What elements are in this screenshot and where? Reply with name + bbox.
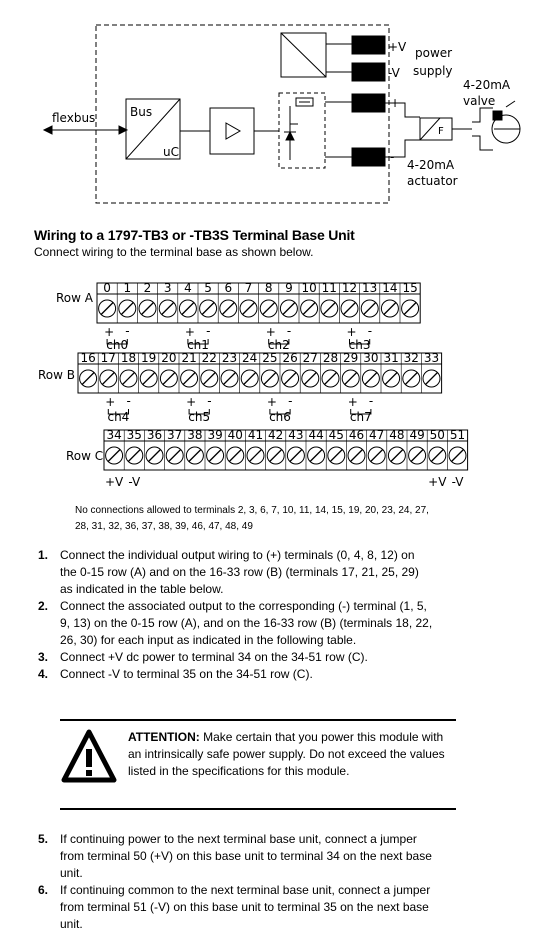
screw-slot bbox=[123, 373, 135, 385]
terminal-number: 41 bbox=[247, 428, 264, 442]
terminal-number: 18 bbox=[120, 351, 137, 365]
actuator-label-1: 4-20mA bbox=[407, 158, 455, 172]
terminal-number: 9 bbox=[285, 281, 293, 295]
power-terminal-label: +V bbox=[104, 475, 124, 489]
terminal-number: 46 bbox=[348, 428, 365, 442]
step-number: 4. bbox=[38, 667, 49, 681]
screw-slot bbox=[411, 450, 423, 462]
screw-slot bbox=[229, 450, 241, 462]
terminal-number: 12 bbox=[341, 281, 358, 295]
terminal-minus bbox=[352, 148, 385, 166]
screw-slot bbox=[121, 303, 133, 315]
terminal-number: 32 bbox=[403, 351, 419, 365]
row-label: Row A bbox=[56, 291, 93, 305]
plus-label: + bbox=[346, 325, 357, 339]
screw-slot bbox=[283, 303, 295, 315]
screw-slot bbox=[304, 373, 316, 385]
plus-label: + bbox=[186, 395, 197, 409]
terminal-number: 11 bbox=[321, 281, 337, 295]
screw-slot bbox=[270, 450, 282, 462]
terminal-plus-v bbox=[352, 36, 385, 54]
step-text: If continuing common to the next terminal base unit, connect a jumper from terminal 51 (-V) on this base unit to terminal 35 on the next base unit. bbox=[60, 883, 431, 931]
screw-slot bbox=[365, 373, 377, 385]
terminal-number: 39 bbox=[207, 428, 223, 442]
channel-label: ch5 bbox=[188, 410, 211, 424]
terminal-plus bbox=[352, 94, 385, 112]
step-number: 6. bbox=[38, 883, 49, 897]
terminal-base bbox=[38, 281, 468, 489]
actuator-label-2: actuator bbox=[407, 174, 458, 188]
plus-label: + bbox=[184, 325, 195, 339]
minus-label: - bbox=[390, 150, 395, 164]
screw-slot bbox=[371, 450, 383, 462]
terminal-number: 1 bbox=[123, 281, 132, 295]
step-4 bbox=[34, 666, 434, 683]
channel-label: ch0 bbox=[106, 338, 129, 352]
terminal-number: 15 bbox=[402, 281, 418, 295]
bus-label: Bus bbox=[130, 105, 153, 119]
step-text: Connect +V dc power to terminal 34 on the 34-51 row (C). bbox=[60, 650, 368, 664]
terminal-number: 38 bbox=[187, 428, 203, 442]
current-loop-block bbox=[279, 93, 325, 168]
screw-slot bbox=[203, 373, 215, 385]
screw-slot bbox=[149, 450, 161, 462]
screw-slot bbox=[101, 303, 113, 315]
channel-label: ch6 bbox=[269, 410, 291, 424]
plus-label: + bbox=[266, 395, 277, 409]
screw-slot bbox=[385, 373, 397, 385]
terminal-number: 14 bbox=[382, 281, 398, 295]
screw-slot bbox=[404, 303, 416, 315]
terminal-number: 45 bbox=[328, 428, 344, 442]
terminal-number: 7 bbox=[244, 281, 253, 295]
terminal-number: 44 bbox=[308, 428, 324, 442]
channel-label: ch7 bbox=[349, 410, 372, 424]
terminal-number: 40 bbox=[227, 428, 243, 442]
terminal-number: 8 bbox=[264, 281, 273, 295]
power-terminal-label: -V bbox=[128, 475, 141, 489]
minus-label: - bbox=[367, 324, 373, 338]
screw-slot bbox=[108, 450, 120, 462]
plus-label: + bbox=[347, 395, 358, 409]
screw-slot bbox=[128, 450, 140, 462]
terminal-number: 20 bbox=[161, 351, 177, 365]
step-3 bbox=[34, 649, 434, 666]
step-text: Connect the associated output to the corresponding (-) terminal (1, 5, 9, 13) on the 0-15 row (A), and on the 16-33 row (B) (terminals 18, 22, 26, 30) for each input as indicated in the following table. bbox=[60, 599, 433, 647]
flexbus-label: flexbus bbox=[52, 111, 96, 125]
terminal-number: 35 bbox=[126, 428, 142, 442]
plus-label: + bbox=[265, 325, 276, 339]
screw-slot bbox=[244, 373, 256, 385]
screw-slot bbox=[290, 450, 302, 462]
screw-slot bbox=[182, 303, 194, 315]
screw-slot bbox=[351, 450, 363, 462]
screw-slot bbox=[330, 450, 342, 462]
terminal-number: 6 bbox=[224, 281, 233, 295]
minus-label: - bbox=[207, 394, 212, 408]
screw-slot bbox=[209, 450, 221, 462]
step-2 bbox=[34, 598, 434, 649]
terminal-number: 10 bbox=[301, 281, 317, 295]
plus-label: + bbox=[390, 96, 401, 110]
step-1 bbox=[34, 547, 434, 598]
plus-v-label: +V bbox=[388, 40, 407, 54]
plus-label: + bbox=[104, 325, 115, 339]
channel-label: ch2 bbox=[267, 338, 290, 352]
channel-label: ch4 bbox=[107, 410, 130, 424]
screw-slot bbox=[303, 303, 315, 315]
step-text: Connect the individual output wiring to (+) terminals (0, 4, 8, 12) on the 0-15 row (A) and on the 16-33 row (B) (terminals 17, 21, 25, 29) as indicated in the table below. bbox=[60, 548, 419, 596]
terminal-number: 34 bbox=[106, 428, 122, 442]
terminal-number: 37 bbox=[167, 428, 183, 442]
wiring-steps-2 bbox=[34, 831, 434, 933]
screw-slot bbox=[364, 303, 376, 315]
power-label: power bbox=[415, 46, 453, 60]
terminal-number: 24 bbox=[242, 351, 258, 365]
screw-slot bbox=[345, 373, 357, 385]
screw-slot bbox=[344, 303, 356, 315]
power-terminal-label: -V bbox=[451, 475, 464, 489]
screw-slot bbox=[426, 373, 438, 385]
screw-slot bbox=[162, 303, 174, 315]
screw-slot bbox=[391, 450, 403, 462]
screw-slot bbox=[452, 450, 464, 462]
terminal-number: 28 bbox=[322, 351, 339, 365]
step-number: 1. bbox=[38, 548, 49, 562]
terminal-number: 22 bbox=[201, 351, 217, 365]
step-text: Connect -V to terminal 35 on the 34-51 row (C). bbox=[60, 667, 313, 681]
screw-slot bbox=[310, 450, 322, 462]
terminal-number: 4 bbox=[184, 281, 192, 295]
minus-label: - bbox=[286, 324, 292, 338]
terminal-number: 5 bbox=[204, 281, 212, 295]
step-number: 3. bbox=[38, 650, 49, 664]
screw-slot bbox=[222, 303, 234, 315]
row-label: Row C bbox=[66, 449, 104, 463]
screw-slot bbox=[250, 450, 262, 462]
minus-label: - bbox=[368, 394, 374, 408]
screw-slot bbox=[82, 373, 94, 385]
terminal-number: 19 bbox=[141, 351, 157, 365]
warning-triangle-icon bbox=[60, 728, 118, 786]
screw-slot bbox=[102, 373, 114, 385]
terminal-number: 43 bbox=[288, 428, 304, 442]
screw-slot bbox=[169, 450, 181, 462]
attention-rule-bottom bbox=[60, 808, 456, 810]
attention-body: Make certain that you power this module with an intrinsically safe power supply. Do not exceed the values listed in the specifications for this module. bbox=[128, 730, 445, 778]
terminal-number: 29 bbox=[343, 351, 359, 365]
channel-label: ch1 bbox=[187, 338, 209, 352]
terminal-number: 30 bbox=[363, 351, 379, 365]
terminal-number: 21 bbox=[181, 351, 197, 365]
terminal-number: 50 bbox=[429, 428, 445, 442]
screw-slot bbox=[431, 450, 443, 462]
terminal-number: 3 bbox=[163, 281, 172, 295]
intro-text: Connect wiring to the terminal base as shown below. bbox=[34, 245, 314, 259]
supply-label: supply bbox=[413, 64, 453, 78]
minus-v-label: -V bbox=[388, 66, 400, 80]
terminal-number: 23 bbox=[221, 351, 238, 365]
step-text: If continuing power to the next terminal base unit, connect a jumper from terminal 50 (+V) on this base unit to terminal 34 on the next base unit. bbox=[60, 832, 432, 880]
section-heading: Wiring to a 1797-TB3 or -TB3S Terminal Base Unit bbox=[34, 227, 355, 243]
terminal-number: 13 bbox=[362, 281, 378, 295]
terminal-number: 33 bbox=[423, 351, 440, 365]
minus-label: - bbox=[125, 324, 130, 338]
attention-text bbox=[128, 729, 448, 780]
screw-slot bbox=[142, 303, 154, 315]
terminal-number: 48 bbox=[389, 428, 405, 442]
screw-slot bbox=[263, 303, 275, 315]
channel-label: ch3 bbox=[348, 338, 371, 352]
amplifier-block bbox=[210, 108, 254, 154]
screw-slot bbox=[284, 373, 296, 385]
converter-f-label: F bbox=[438, 126, 444, 137]
terminal-number: 36 bbox=[146, 428, 163, 442]
wiring-steps-1 bbox=[34, 547, 434, 683]
terminal-number: 47 bbox=[369, 428, 385, 442]
screw-slot bbox=[189, 450, 201, 462]
step-number: 5. bbox=[38, 832, 49, 846]
uc-label: uC bbox=[163, 145, 179, 159]
step-number: 2. bbox=[38, 599, 49, 613]
screw-slot bbox=[405, 373, 417, 385]
terminal-number: 31 bbox=[383, 351, 399, 365]
no-connection-note: No connections allowed to terminals 2, 3, 6, 7, 10, 11, 14, 15, 19, 20, 23, 24, 27, 28, 31, 32, 36, 37, 38, 39, 46, 47, 48, 49 bbox=[75, 505, 429, 532]
terminal-number: 51 bbox=[449, 428, 466, 442]
attention-label: ATTENTION: bbox=[128, 730, 200, 744]
valve-label-2: valve bbox=[463, 94, 496, 108]
terminal-number: 42 bbox=[268, 428, 284, 442]
terminal-number: 17 bbox=[100, 351, 116, 365]
power-terminal-label: +V bbox=[428, 475, 447, 489]
screw-slot bbox=[323, 303, 335, 315]
screw-slot bbox=[202, 303, 214, 315]
row-label: Row B bbox=[38, 368, 76, 382]
terminal-number: 27 bbox=[302, 351, 318, 365]
attention-rule-top bbox=[60, 719, 456, 721]
terminal-number: 2 bbox=[143, 281, 152, 295]
terminal-number: 26 bbox=[282, 351, 298, 365]
minus-label: - bbox=[206, 324, 211, 338]
minus-label: - bbox=[288, 394, 293, 408]
screw-slot bbox=[143, 373, 155, 385]
step-6 bbox=[34, 882, 434, 933]
screw-slot bbox=[224, 373, 236, 385]
minus-label: - bbox=[126, 394, 131, 408]
screw-slot bbox=[163, 373, 175, 385]
i-f-converter bbox=[420, 118, 452, 140]
step-5 bbox=[34, 831, 434, 882]
screw-slot bbox=[243, 303, 255, 315]
valve-label-1: 4-20mA bbox=[463, 78, 511, 92]
screw-slot bbox=[264, 373, 276, 385]
terminal-minus-v bbox=[352, 63, 385, 81]
plus-label: + bbox=[105, 395, 116, 409]
terminal-number: 16 bbox=[80, 351, 96, 365]
screw-slot bbox=[325, 373, 337, 385]
screw-slot bbox=[384, 303, 396, 315]
terminal-number: 0 bbox=[103, 281, 111, 295]
terminal-number: 49 bbox=[409, 428, 425, 442]
terminal-number: 25 bbox=[262, 351, 278, 365]
screw-slot bbox=[183, 373, 195, 385]
